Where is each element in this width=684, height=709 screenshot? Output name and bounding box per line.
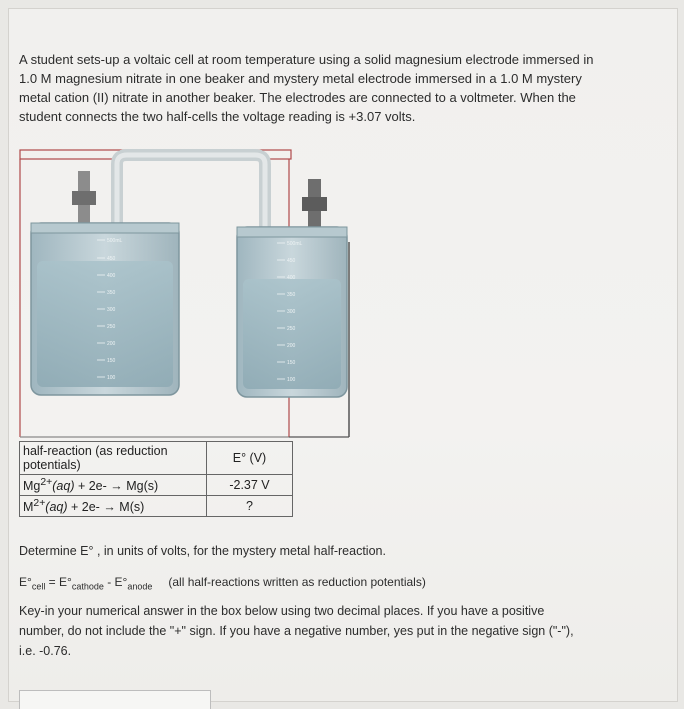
reaction-rest: + 2e- → Mg(s) [74, 479, 159, 494]
mystery-potential: ? [207, 496, 293, 517]
right-grad-mark: 400 [287, 275, 296, 281]
right-grad-mark: 100 [287, 377, 296, 383]
formula-note: (all half-reactions written as reduction potentials) [168, 575, 426, 589]
mystery-half-reaction [20, 496, 207, 517]
table-header-row [20, 442, 293, 475]
formula-subscript: anode [127, 581, 153, 592]
page [8, 8, 678, 702]
question-text: Determine E° , in units of volts, for the mystery metal half-reaction. [19, 544, 386, 558]
reduction-potential-table [19, 441, 293, 517]
formula-e-symbol: E° [59, 575, 72, 589]
ion-symbol: Mg [23, 479, 41, 494]
ion-symbol: M [23, 500, 34, 515]
formula-equals: = [45, 575, 60, 589]
right-grad-mark: 450 [287, 258, 296, 264]
left-grad-mark: 100 [107, 375, 116, 381]
header-half-reaction: half-reaction (as reduction potentials) [20, 442, 207, 475]
ion-charge: 2+ [40, 477, 53, 488]
left-grad-mark: 150 [107, 358, 116, 364]
table-row [20, 475, 293, 496]
voltaic-cell-figure [19, 149, 659, 439]
table-row [20, 496, 293, 517]
right-grad-mark: 500mL [287, 241, 303, 247]
formula-minus: - [103, 575, 115, 589]
left-grad-mark: 200 [107, 341, 116, 347]
formula-e-symbol: E° [114, 575, 128, 589]
left-grad-mark: 500mL [107, 238, 123, 244]
salt-bridge [117, 155, 265, 234]
left-grad-mark: 300 [107, 307, 116, 313]
magnesium-potential: -2.37 V [207, 475, 293, 496]
cell-potential-formula [19, 575, 426, 591]
right-grad-mark: 200 [287, 343, 296, 349]
formula-subscript: cathode [71, 581, 104, 592]
header-potential: E° (V) [207, 442, 293, 475]
state-label: (aq) [45, 500, 68, 515]
instructions-text: Key-in your numerical answer in the box below using two decimal places. If you have a positive number, do not include the "+" sign. If you have a negative number, yes put in the negative sign ("-"), i.e. -0.76. [19, 604, 574, 658]
ion-charge: 2+ [33, 498, 46, 510]
magnesium-half-reaction [20, 475, 207, 496]
right-grad-mark: 250 [287, 326, 296, 332]
left-grad-mark: 400 [107, 273, 116, 279]
problem-paragraph: A student sets-up a voltaic cell at room temperature using a solid magnesium electrode immersed in 1.0 M magnesium nitrate in one beaker and mystery metal electrode immersed in a 1.0 M mystery metal cation (II) nitrate in another beaker. The electrodes are connected to a voltmeter. When the student connects the two half-cells the voltage reading is +3.07 volts. [19, 52, 594, 124]
right-grad-mark: 300 [287, 309, 296, 315]
formula-subscript: cell [31, 581, 46, 592]
left-grad-mark: 350 [107, 290, 116, 296]
right-grad-mark: 350 [287, 292, 296, 298]
state-label: (aq) [52, 479, 75, 494]
right-grad-mark: 150 [287, 360, 296, 366]
formula-e-symbol: E° [19, 575, 32, 589]
left-grad-mark: 250 [107, 324, 116, 330]
left-grad-mark: 450 [107, 256, 116, 262]
reaction-rest: + 2e- → M(s) [67, 500, 145, 515]
